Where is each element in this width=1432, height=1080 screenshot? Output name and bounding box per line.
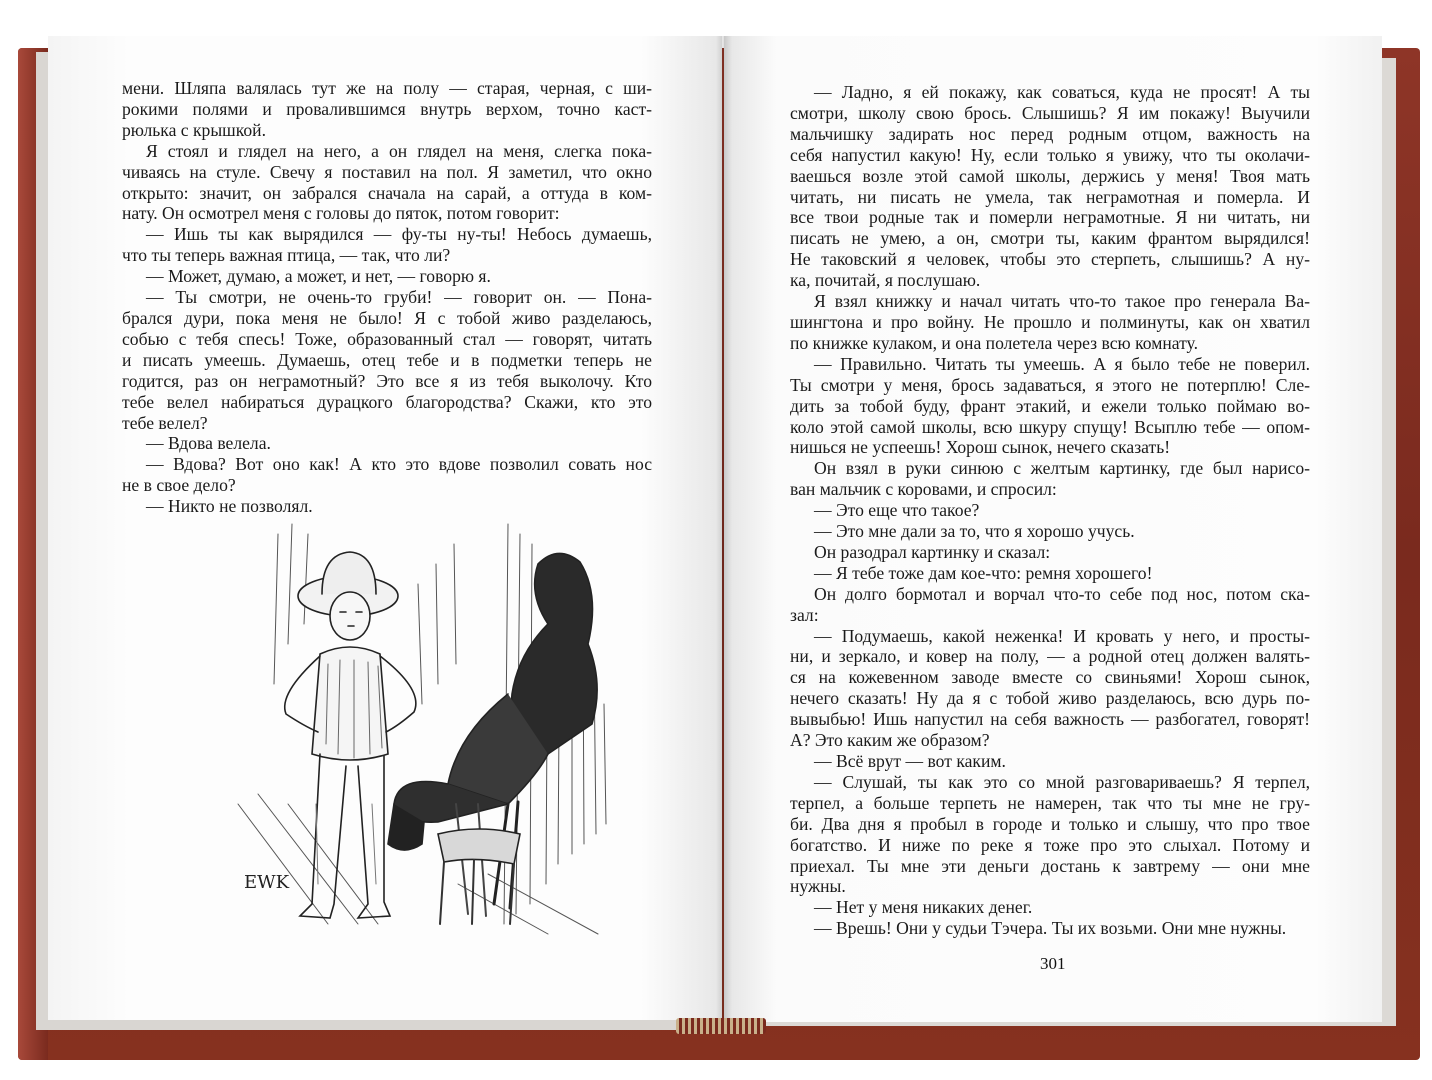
- text-line: читать, ни писать не умела, так неграмотная и померла. И: [790, 186, 1310, 207]
- text-line: брался дури, пока меня не было! Я с тобой живо разделаюсь,: [122, 307, 652, 328]
- text-line: ваешься возле этой самой школы, держись у меня! Твоя мать: [790, 165, 1310, 186]
- text-line: рокими полями и провалившимся внутрь верхом, точно каст-: [122, 98, 652, 119]
- text-line: мальчишку задирать нос перед родным отцом, важность на: [790, 123, 1310, 144]
- text-line: — Ладно, я ей покажу, как соваться, куда не просят! А ты: [814, 82, 1310, 102]
- text-line: — Ишь ты как вырядился — фу-ты ну-ты! Небось думаешь,: [146, 224, 652, 245]
- text-line: что ты теперь важная птица, — так, что ли?: [122, 245, 451, 266]
- illustration: [208, 504, 628, 944]
- text-line: годится, раз он неграмотный? Это все я из тебя выколочу. Кто: [122, 370, 652, 391]
- text-line: — Я тебе тоже дам кое-что: ремня хорошего!: [814, 562, 1153, 583]
- text-line: — Никто не позволял.: [146, 496, 313, 517]
- text-line: нишься не успеешь! Хорош сынок, нечего сказать!: [790, 437, 1171, 458]
- text-line: — Вдова? Вот оно как! А кто это вдове позволил совать нос: [146, 454, 652, 475]
- text-line: коло этой самой школы, всю шкуру спущу! Всыплю тебе — опом-: [790, 416, 1310, 437]
- text-line: смотри, школу свою брось. Слышишь? Я им покажу! Выучили: [790, 102, 1310, 123]
- text-line: Он долго бормотал и ворчал что-то себе под нос, потом ска-: [814, 583, 1310, 604]
- text-line: — Слушай, ты как это со мной разговариваешь? Я терпел,: [814, 771, 1310, 792]
- right-page-text: [790, 82, 1310, 939]
- left-page-text: [122, 78, 652, 517]
- text-line: дить за тобой буду, франт этакий, и ежели только поймаю во-: [790, 395, 1310, 416]
- text-line: А? Это каким же образом?: [790, 730, 990, 751]
- left-page: [48, 36, 722, 1020]
- text-line: шингтона и про войну. Не прошло и полминуты, как он хватил: [790, 311, 1310, 332]
- svg-text:EWK: EWK: [244, 872, 290, 893]
- text-line: ка, почитай, я послушаю.: [790, 270, 981, 291]
- text-line: — Нет у меня никаких денег.: [814, 897, 1033, 918]
- text-line: нужны.: [790, 876, 846, 897]
- text-line: рюлька с крышкой.: [122, 119, 266, 140]
- text-line: Он разодрал картинку и сказал:: [814, 541, 1051, 562]
- text-line: приехал. Ты мне эти деньги достань к завтрему — они мне: [790, 855, 1310, 876]
- page-number: 301: [1040, 954, 1066, 973]
- text-line: не в свое дело?: [122, 475, 236, 496]
- text-line: Он взял в руки синюю с желтым картинку, где был нарисо-: [814, 458, 1310, 479]
- text-line: — Врешь! Они у судьи Тэчера. Ты их возьми. Они мне нужны.: [814, 918, 1287, 939]
- text-line: писать не умею, а он, смотри ты, каким франтом вырядился!: [790, 228, 1310, 249]
- text-line: все твои родные так и померли неграмотные. Я ни читать, ни: [790, 207, 1310, 228]
- illustration-signature: [244, 872, 290, 893]
- text-line: и писать умеешь. Думаешь, отец тебе и в подметки теперь не: [122, 349, 652, 370]
- right-page: [724, 36, 1382, 1022]
- text-line: тебе велел?: [122, 412, 208, 433]
- text-line: Я стоял и глядел на него, а он глядел на меня, слегка пока-: [146, 140, 652, 161]
- text-line: вывыбью! Ишь напустил на себя важность — разбогател, говорят!: [790, 709, 1310, 730]
- text-line: по книжке кулаком, и она полетела через всю комнату.: [790, 332, 1198, 353]
- book-gutter: [716, 36, 732, 1026]
- text-line: чиваясь на стуле. Свечу я поставил на пол. Я заметил, что окно: [122, 161, 652, 182]
- text-line: — Может, думаю, а может, и нет, — говорю я.: [146, 266, 491, 287]
- text-line: Я взял книжку и начал читать что-то такое про генерала Ва-: [814, 291, 1310, 312]
- text-line: открыто: значит, он забрался сначала на сарай, а оттуда в ком-: [122, 182, 652, 203]
- text-line: нату. Он осмотрел меня с головы до пяток, потом говорит:: [122, 203, 560, 224]
- text-line: зал:: [790, 604, 819, 625]
- text-line: богатство. И ниже по реке я тоже про это слыхал. Потому и: [790, 834, 1310, 855]
- text-line: собью с тебя спесь! Тоже, образованный стал — говорят, читать: [122, 328, 652, 349]
- text-line: терпел, а больше терпеть не намерен, так что ты мне не гру-: [790, 792, 1310, 813]
- text-line: себя напустил какую! Ну, если только я увижу, что ты околачи-: [790, 144, 1310, 165]
- text-line: ни, и зеркало, и ковер на полу, — а родной отец должен валять-: [790, 646, 1310, 667]
- text-line: мени. Шляпа валялась тут же на полу — старая, черная, с ши-: [122, 78, 652, 98]
- text-line: би. Два дня я пробыл в городе и только и слышу, что про твое: [790, 813, 1310, 834]
- text-line: — Это еще что такое?: [814, 500, 980, 521]
- man-figure: [388, 553, 597, 924]
- text-line: — Ты смотри, не очень-то груби! — говорит он. — Пона-: [146, 287, 652, 308]
- text-line: — Вдова велела.: [146, 433, 271, 454]
- text-line: — Подумаешь, какой неженка! И кровать у него, и просты-: [814, 625, 1310, 646]
- text-line: Ты смотри у меня, брось задаваться, я этого не потерплю! Сле-: [790, 374, 1310, 395]
- text-line: Не таковский я человек, чтобы это стерпеть, слышишь? А ну-: [790, 249, 1310, 270]
- text-line: — Правильно. Читать ты умеешь. А я было тебе не поверил.: [814, 353, 1310, 374]
- text-line: нечего сказать! Ну да я с тобой живо разделаюсь, всю дурь по-: [790, 688, 1310, 709]
- text-line: тебе велел набираться дурацкого благородства? Скажи, кто это: [122, 391, 652, 412]
- text-line: — Это мне дали за то, что я хорошо учусь.: [814, 521, 1135, 542]
- text-line: — Всё врут — вот каким.: [814, 751, 1006, 771]
- text-line: ван мальчик с коровами, и спросил:: [790, 479, 1057, 500]
- book-headband: [676, 1018, 766, 1034]
- text-line: ся на кожевенном заводе вместе со свиньями! Хорош сынок,: [790, 667, 1310, 688]
